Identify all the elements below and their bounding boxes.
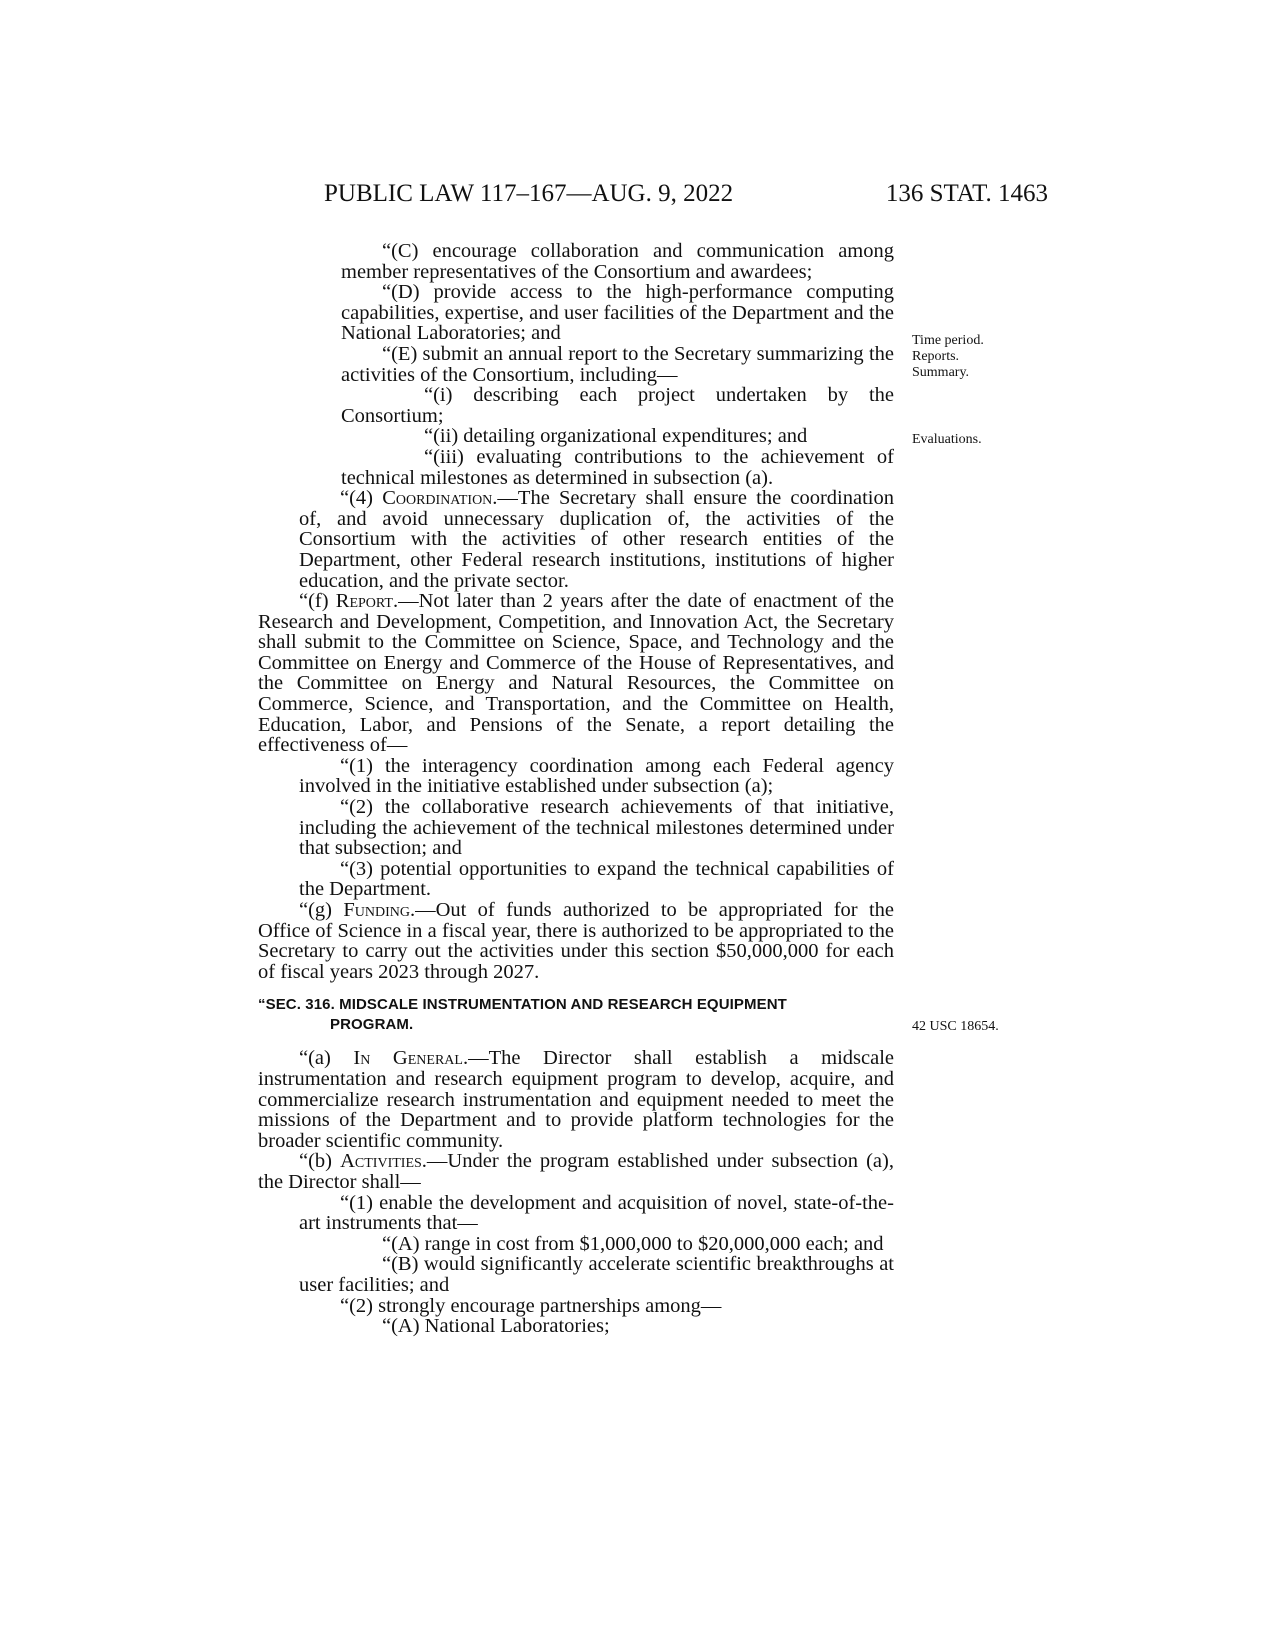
report-item-1: “(1) the interagency coordination among each Federal agency involved in the initiative established under subsection (a); [299,754,894,798]
activities-number: “(b) [299,1150,341,1173]
clause-e-ii: “(ii) detailing organizational expenditures; and [424,425,808,448]
activities-item-1-a: “(A) range in cost from $1,000,000 to $20,000,000 each; and [382,1232,884,1255]
margin-note-reports [912,333,1052,381]
section-heading-line-1: “SEC. 316. MIDSCALE INSTRUMENTATION AND RESEARCH EQUIPMENT [258,996,787,1014]
clause-c: “(C) encourage collaboration and communication among member representatives of the Consortium and awardees; [341,240,894,283]
subsection-f-report [258,591,894,756]
funding-number: “(g) [299,899,344,921]
running-head-stat-page: 136 STAT. 1463 [885,180,1048,207]
clause-e-iii: “(iii) evaluating contributions to the achievement of technical milestones as determined in subsection (a). [341,445,894,489]
margin-note-time-period: Time period. [912,333,984,348]
report-number: “(f) [299,590,336,613]
subsection-g-funding [258,900,894,982]
report-heading: Report [335,590,393,613]
running-head-law: PUBLIC LAW 117–167—AUG. 9, 2022 [324,180,734,207]
activities-heading: Activities [340,1150,422,1173]
clause-e: “(E) submit an annual report to the Secretary summarizing the activities of the Consortium, including— [341,342,894,386]
coordination-number: “(4) [340,487,383,510]
margin-note-usc-citation: 42 USC 18654. [912,1019,999,1034]
general-heading: In General [353,1047,463,1070]
activities-item-1: “(1) enable the development and acquisition of novel, state-of-the-art instruments that— [299,1191,894,1235]
section-316-heading [258,995,894,1035]
section-heading-line-2: PROGRAM. [330,1016,414,1034]
clause-d: “(D) provide access to the high-performance computing capabilities, expertise, and user facilities of the Department and the National Laboratories; and [341,281,894,345]
activities-item-1-b: “(B) would significantly accelerate scientific breakthroughs at user facilities; and [299,1253,894,1296]
clause-e-i: “(i) describing each project undertaken by the Consortium; [341,384,894,427]
funding-text: .—Out of funds authorized to be appropriated for the Office of Science in a fiscal year, there is authorized to be appropriated to the Secretary to carry out the activities under this section $50,000,000 for each of fiscal years 2023 through 2027. [258,899,894,983]
report-item-2: “(2) the collaborative research achievements of that initiative, including the achievement of the technical milestones determined under that subsection; and [299,796,894,860]
margin-note-evaluations: Evaluations. [912,432,982,447]
report-text: .—Not later than 2 years after the date of enactment of the Research and Development, Competition, and Innovation Act, the Secretary shall submit to the Committee on Science, Space, and Technology and the Committee on Energy and Commerce of the House of Representatives, and the Committee on Energy and Natural Resources, the Committee on Commerce, Science, and Transportation, and the Committee on Health, Education, Labor, and Pensions of the Senate, a report detailing the effectiveness of— [258,590,894,757]
funding-heading: Funding [343,899,410,921]
subsection-a-general [258,1048,894,1151]
statute-body [258,241,894,1337]
activities-item-2: “(2) strongly encourage partnerships among— [340,1294,722,1317]
activities-text: .—Under the program established under subsection (a), the Director shall— [258,1150,894,1193]
coordination-text: .—The Secretary shall ensure the coordination of, and avoid unnecessary duplication of, the activities of the Consortium with the activities of other research entities of the Department, other Federal research institutions, institutions of higher education, and the private sector. [299,487,894,592]
subsection-b-activities [258,1151,894,1192]
paragraph-coordination [258,488,894,591]
general-text: .—The Director shall establish a midscale instrumentation and research equipment program to develop, acquire, and commercialize research instrumentation and equipment needed to meet the missions of the Department and to provide platform technologies for the broader scientific community. [258,1047,894,1152]
margin-note-reports-label: Reports. [912,349,960,364]
activities-item-2-a: “(A) National Laboratories; [382,1315,610,1338]
coordination-heading: Coordination [382,487,493,510]
margin-note-summary: Summary. [912,365,970,380]
report-item-3: “(3) potential opportunities to expand the technical capabilities of the Department. [299,857,894,901]
general-number: “(a) [299,1047,354,1070]
